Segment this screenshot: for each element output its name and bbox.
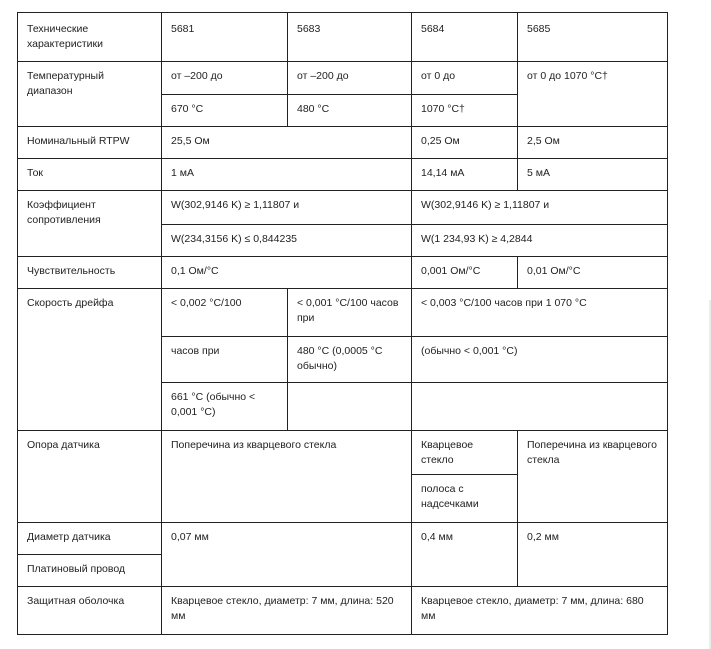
table-header-row bbox=[18, 13, 668, 62]
cell-text: W(302,9146 K) ≥ 1,11807 и bbox=[171, 199, 300, 211]
row-label: Номинальный RTPW bbox=[27, 135, 130, 147]
cell-text: 0,4 мм bbox=[421, 531, 453, 543]
cell bbox=[412, 475, 518, 523]
model-5685-label: 5685 bbox=[527, 23, 551, 35]
row-label: Коэффициент сопротивления bbox=[27, 199, 101, 226]
cell-text: 0,2 мм bbox=[527, 531, 559, 543]
header-label-cell bbox=[18, 13, 162, 62]
table-row bbox=[18, 257, 668, 289]
cell-text: < 0,001 °C/100 часов при bbox=[297, 297, 399, 324]
table-row bbox=[18, 159, 668, 191]
cell bbox=[288, 337, 412, 383]
cell-text: Поперечина из кварцевого стекла bbox=[171, 439, 337, 451]
cell-text: от 0 до bbox=[421, 70, 456, 82]
cell-text: < 0,003 °C/100 часов при 1 070 °C bbox=[421, 297, 587, 309]
cell bbox=[518, 431, 668, 523]
cell bbox=[518, 523, 668, 587]
cell bbox=[412, 431, 518, 475]
cell-text: 25,5 Ом bbox=[171, 135, 210, 147]
cell-text: от –200 до bbox=[171, 70, 223, 82]
cell-text: Кварцевое стекло, диаметр: 7 мм, длина: 680 мм bbox=[421, 595, 644, 622]
header-label: Технические характеристики bbox=[27, 23, 103, 50]
cell-text: 661 °C (обычно < 0,001 °C) bbox=[171, 391, 256, 418]
temp-range-label bbox=[18, 62, 162, 127]
cell bbox=[412, 257, 518, 289]
cell-text: 480 °C bbox=[297, 103, 330, 115]
sensor-diameter-label bbox=[18, 523, 162, 555]
header-model-5685 bbox=[518, 13, 668, 62]
sensor-support-label bbox=[18, 431, 162, 523]
cell-text: 480 °C (0,0005 °C обычно) bbox=[297, 345, 383, 372]
cell bbox=[162, 95, 288, 127]
row-label: Опора датчика bbox=[27, 439, 100, 451]
cell-text: 2,5 Ом bbox=[527, 135, 560, 147]
cell bbox=[412, 337, 668, 383]
table-row bbox=[18, 587, 668, 635]
cell bbox=[162, 289, 288, 337]
cell-text: 0,25 Ом bbox=[421, 135, 460, 147]
platinum-wire-label bbox=[18, 555, 162, 587]
cell-text: Поперечина из кварцевого стекла bbox=[527, 439, 657, 466]
cell bbox=[288, 383, 412, 431]
header-model-5681 bbox=[162, 13, 288, 62]
cell bbox=[162, 159, 412, 191]
table-row bbox=[18, 62, 668, 95]
cell bbox=[288, 62, 412, 95]
row-label: Платиновый провод bbox=[27, 563, 126, 575]
cell bbox=[288, 95, 412, 127]
cell bbox=[162, 127, 412, 159]
cell bbox=[412, 191, 668, 225]
cell-text: 0,1 Ом/°C bbox=[171, 265, 219, 277]
resistance-ratio-label bbox=[18, 191, 162, 257]
cell bbox=[412, 225, 668, 257]
row-label: Температурный диапазон bbox=[27, 70, 104, 97]
sensitivity-label bbox=[18, 257, 162, 289]
specifications-table bbox=[17, 12, 668, 635]
rtpw-label bbox=[18, 127, 162, 159]
sheath-label bbox=[18, 587, 162, 635]
cell-text: < 0,002 °C/100 bbox=[171, 297, 242, 309]
cell bbox=[162, 431, 412, 523]
cell bbox=[162, 523, 412, 587]
cell bbox=[518, 159, 668, 191]
cell-text: 5 мА bbox=[527, 167, 550, 179]
row-label: Диаметр датчика bbox=[27, 531, 111, 543]
table-row bbox=[18, 523, 668, 555]
cell bbox=[412, 383, 668, 431]
cell-text: 1 мА bbox=[171, 167, 194, 179]
model-5681-label: 5681 bbox=[171, 23, 195, 35]
cell-text: 0,07 мм bbox=[171, 531, 209, 543]
cell bbox=[412, 523, 518, 587]
cell bbox=[518, 257, 668, 289]
cell bbox=[412, 159, 518, 191]
row-label: Скорость дрейфа bbox=[27, 297, 114, 309]
row-label: Чувствительность bbox=[27, 265, 116, 277]
cell bbox=[518, 62, 668, 127]
drift-label bbox=[18, 289, 162, 431]
row-label: Защитная оболочка bbox=[27, 595, 125, 607]
cell bbox=[162, 191, 412, 225]
cell-text: W(302,9146 K) ≥ 1,11807 и bbox=[421, 199, 550, 211]
header-model-5683 bbox=[288, 13, 412, 62]
cell-text: Кварцевое стекло bbox=[421, 439, 474, 466]
header-model-5684 bbox=[412, 13, 518, 62]
cell-text: от –200 до bbox=[297, 70, 349, 82]
table-row bbox=[18, 191, 668, 225]
row-label: Ток bbox=[27, 167, 44, 179]
table-row bbox=[18, 289, 668, 337]
cell bbox=[288, 289, 412, 337]
cell-text: 0,01 Ом/°C bbox=[527, 265, 581, 277]
cell-text: 1070 °C† bbox=[421, 103, 465, 115]
cell-text: W(234,3156 K) ≤ 0,844235 bbox=[171, 233, 298, 245]
cell bbox=[412, 587, 668, 635]
cell bbox=[162, 587, 412, 635]
cell-text: часов при bbox=[171, 345, 220, 357]
cell bbox=[162, 337, 288, 383]
cell-text: 670 °C bbox=[171, 103, 204, 115]
cell bbox=[412, 127, 518, 159]
cell-text: 14,14 мА bbox=[421, 167, 465, 179]
cell bbox=[412, 289, 668, 337]
cell-text: Кварцевое стекло, диаметр: 7 мм, длина: 520 мм bbox=[171, 595, 394, 622]
table-row bbox=[18, 127, 668, 159]
cell bbox=[162, 62, 288, 95]
cell bbox=[162, 225, 412, 257]
cell-text: 0,001 Ом/°C bbox=[421, 265, 481, 277]
cell bbox=[412, 62, 518, 95]
model-5683-label: 5683 bbox=[297, 23, 321, 35]
model-5684-label: 5684 bbox=[421, 23, 445, 35]
cell-text: (обычно < 0,001 °C) bbox=[421, 345, 518, 357]
cell bbox=[162, 257, 412, 289]
cell-text: W(1 234,93 K) ≥ 4,2844 bbox=[421, 233, 533, 245]
current-label bbox=[18, 159, 162, 191]
cell bbox=[518, 127, 668, 159]
cell bbox=[412, 95, 518, 127]
cell bbox=[162, 383, 288, 431]
cell-text: от 0 до 1070 °C† bbox=[527, 70, 608, 82]
table-row bbox=[18, 431, 668, 475]
cell-text: полоса с надсечками bbox=[421, 483, 479, 510]
